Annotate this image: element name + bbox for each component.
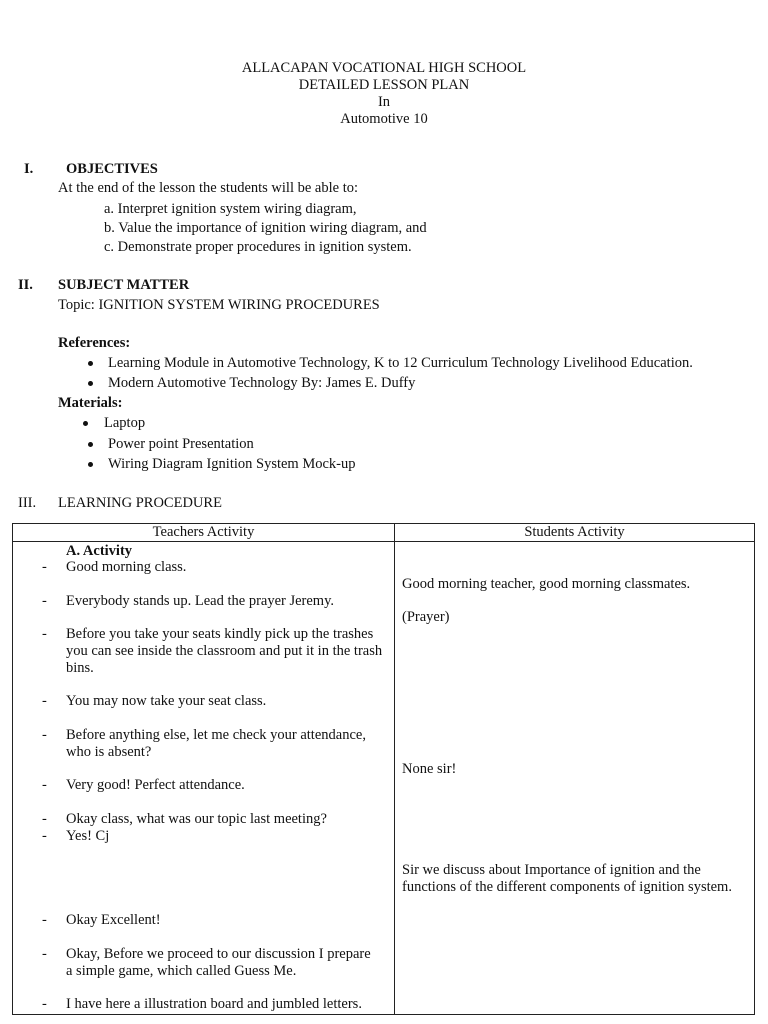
objective-item: b. Value the importance of ignition wiring diagram, and bbox=[104, 220, 427, 236]
material-item: Laptop bbox=[104, 415, 146, 431]
teacher-line: Yes! Cj bbox=[66, 828, 110, 844]
subject-matter-numeral: II. bbox=[18, 277, 33, 293]
teacher-line: Everybody stands up. Lead the prayer Jeremy. bbox=[66, 593, 335, 609]
teacher-line: Good morning class. bbox=[66, 559, 187, 575]
dash-marker: - bbox=[42, 912, 47, 928]
document-type: DETAILED LESSON PLAN bbox=[298, 77, 470, 93]
bullet-icon bbox=[88, 462, 93, 467]
objective-item: c. Demonstrate proper procedures in ignition system. bbox=[104, 239, 412, 255]
objective-item: a. Interpret ignition system wiring diagram, bbox=[104, 201, 357, 217]
dash-marker: - bbox=[42, 996, 47, 1012]
teacher-line: I have here a illustration board and jumbled letters. bbox=[66, 996, 362, 1012]
dash-marker: - bbox=[42, 626, 47, 642]
student-line: Sir we discuss about Importance of ignition and the functions of the different components of ignition system. bbox=[402, 862, 732, 895]
material-item: Power point Presentation bbox=[108, 436, 254, 452]
objectives-numeral: I. bbox=[24, 161, 34, 177]
teacher-line: Okay Excellent! bbox=[66, 912, 161, 928]
teacher-line: Okay, Before we proceed to our discussion I prepare a simple game, which called Guess Me. bbox=[66, 946, 371, 979]
student-line: (Prayer) bbox=[402, 609, 450, 625]
student-line: None sir! bbox=[402, 761, 457, 777]
reference-item: Learning Module in Automotive Technology, K to 12 Curriculum Technology Livelihood Education. bbox=[108, 355, 693, 371]
bullet-icon bbox=[88, 381, 93, 386]
materials-title: Materials: bbox=[58, 395, 123, 411]
section-a-heading: A. Activity bbox=[66, 543, 133, 559]
dash-marker: - bbox=[42, 828, 47, 844]
teacher-line: Before anything else, let me check your attendance, who is absent? bbox=[66, 727, 366, 760]
dash-marker: - bbox=[42, 593, 47, 609]
teachers-activity-cell bbox=[13, 542, 395, 1015]
teacher-line: You may now take your seat class. bbox=[66, 693, 267, 709]
dash-marker: - bbox=[42, 946, 47, 962]
subject-name: Automotive 10 bbox=[340, 111, 428, 127]
teachers-activity-header: Teachers Activity bbox=[13, 524, 395, 542]
dash-marker: - bbox=[42, 727, 47, 743]
objectives-intro: At the end of the lesson the students will be able to: bbox=[58, 180, 359, 196]
teacher-line: Very good! Perfect attendance. bbox=[66, 777, 245, 793]
learning-procedure-table bbox=[12, 523, 755, 1015]
bullet-icon bbox=[88, 361, 93, 366]
teacher-line: Before you take your seats kindly pick up the trashes you can see inside the classroom and put it in the trash bins. bbox=[66, 626, 383, 676]
dash-marker: - bbox=[42, 559, 47, 575]
bullet-icon bbox=[83, 421, 88, 426]
references-title: References: bbox=[58, 335, 131, 351]
dash-marker: - bbox=[42, 811, 47, 827]
material-item: Wiring Diagram Ignition System Mock-up bbox=[108, 456, 356, 472]
procedure-title: LEARNING PROCEDURE bbox=[58, 495, 222, 511]
teacher-line: Okay class, what was our topic last meeting? bbox=[66, 811, 327, 827]
students-activity-header: Students Activity bbox=[395, 524, 755, 542]
reference-item: Modern Automotive Technology By: James E. Duffy bbox=[108, 375, 416, 391]
school-name: ALLACAPAN VOCATIONAL HIGH SCHOOL bbox=[241, 60, 527, 76]
student-line: Good morning teacher, good morning classmates. bbox=[402, 576, 691, 592]
dash-marker: - bbox=[42, 693, 47, 709]
subject-matter-title: SUBJECT MATTER bbox=[58, 277, 190, 293]
dash-marker: - bbox=[42, 777, 47, 793]
objectives-title: OBJECTIVES bbox=[66, 161, 158, 177]
bullet-icon bbox=[88, 442, 93, 447]
procedure-numeral: III. bbox=[18, 495, 37, 511]
in-label: In bbox=[377, 94, 391, 110]
students-activity-cell bbox=[395, 542, 755, 1015]
topic-line: Topic: IGNITION SYSTEM WIRING PROCEDURES bbox=[58, 297, 380, 313]
